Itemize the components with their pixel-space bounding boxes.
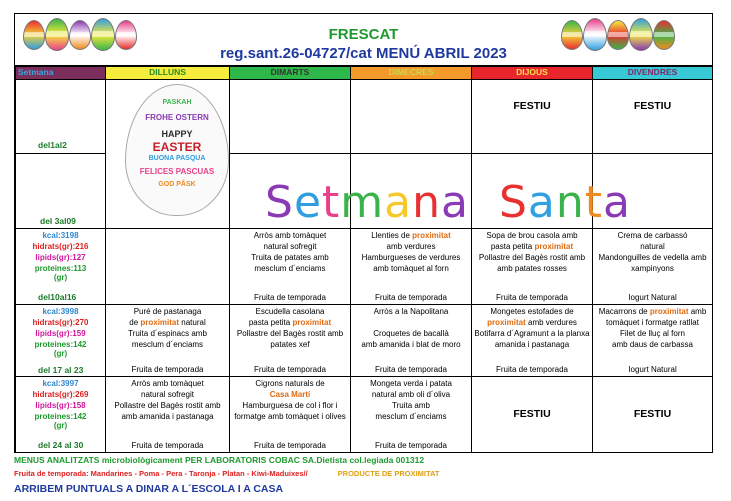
menu-cell <box>351 377 472 453</box>
menu-cell <box>593 229 713 305</box>
proteines-value: proteines:142 <box>34 340 87 349</box>
week-cell <box>16 229 106 305</box>
week-label: del 17 al 23 <box>38 365 84 375</box>
dish-line: Filet de lluç al forn <box>620 329 685 338</box>
proximitat-label: proximitat <box>534 242 574 251</box>
dessert-line: Fruita de temporada <box>131 441 204 450</box>
footer-fruit-note <box>14 469 439 478</box>
setmana-santa-banner <box>265 177 695 237</box>
menu-cell <box>593 80 713 154</box>
table-row <box>16 229 713 305</box>
dish-line: Mandonguilles de vedella amb <box>598 253 707 262</box>
dish-text: pasta petita <box>248 318 293 327</box>
dish-line: Escudella casolana <box>255 307 325 316</box>
dish-text: Llenties de <box>371 231 413 240</box>
santa-letter: S <box>498 177 528 228</box>
santa-letter <box>469 177 499 228</box>
dish-text: pasta petita <box>490 242 535 251</box>
dish-line: amb amanida i pastanaga <box>121 412 214 421</box>
dish-line: natural <box>640 242 665 251</box>
dish-line: mesclum d´enciams <box>131 340 204 349</box>
dish-line: Truita amb <box>392 401 430 410</box>
menu-frame <box>14 13 713 453</box>
dish-text: natural <box>179 318 206 327</box>
table-row <box>16 377 713 453</box>
dish-line: mesclum d´enciams <box>254 264 326 273</box>
page-title: FRESCAT <box>328 26 399 43</box>
dish-line: natural sofregit <box>141 390 194 399</box>
dessert-line: Iogurt Natural <box>628 293 677 302</box>
menu-cell <box>230 80 351 154</box>
hidrats-value: hidrats(gr):216 <box>32 242 89 251</box>
egg-word: FELICES PASCUAS <box>139 167 215 176</box>
menu-cell <box>472 305 593 377</box>
week-cell <box>16 305 106 377</box>
menu-cell <box>472 377 593 453</box>
kcal-value: kcal:3997 <box>42 379 79 388</box>
dish-line: amb verdures <box>386 242 436 251</box>
week-label: del1al2 <box>38 140 67 150</box>
easter-egg-image <box>125 84 229 216</box>
dessert-line: Fruita de temporada <box>495 365 569 374</box>
dish-spacer <box>353 317 469 328</box>
proteines-unit: (gr) <box>53 349 68 358</box>
lipids-value: lipids(gr):158 <box>35 401 86 410</box>
dish-line: amb amanida i blat de moro <box>361 340 461 349</box>
footer-slogan: ARRIBEM PUNTUALS A DINAR A L´ESCOLA I A CASA <box>14 483 284 495</box>
col-header-monday: DILLUNS <box>106 67 230 80</box>
lipids-value: lipids(gr):159 <box>35 329 86 338</box>
dish-line: amb daus de carbassa <box>612 340 693 349</box>
dish-text: de <box>129 318 141 327</box>
dish-line <box>108 317 227 328</box>
dish-line: Arròs a la Napolitana <box>373 307 449 316</box>
dish-line: patates xef <box>270 340 310 349</box>
dessert-line: Fruita de temporada <box>253 365 327 374</box>
week-label: del10al16 <box>38 292 77 302</box>
egg-word: GOD PÅSK <box>158 181 196 188</box>
menu-cell <box>351 229 472 305</box>
hidrats-value: hidrats(gr):270 <box>32 318 89 327</box>
dish-line: Hamburguesa de col i flor i <box>242 401 338 410</box>
dish-line: Mongeta verda i patata <box>370 379 452 388</box>
dish-line: Botifarra d´Agramunt a la planxa <box>474 329 590 338</box>
dish-line: Croquetes de bacallà <box>373 329 449 338</box>
menu-cell <box>351 80 472 154</box>
menu-table <box>15 66 713 453</box>
dish-line <box>595 306 710 317</box>
egg-word: HAPPY <box>161 129 193 139</box>
menu-cell <box>593 377 713 453</box>
dish-line: Crema de carbassó <box>617 231 688 240</box>
menu-cell <box>472 80 593 154</box>
week-cell <box>16 80 106 154</box>
proximitat-label: proximitat <box>140 318 180 327</box>
menu-cell <box>106 377 230 453</box>
col-header-week: Setmana <box>16 67 106 80</box>
dessert-line: Fruita de temporada <box>495 293 569 302</box>
dish-line: Pollastre del Bagès rostit amb <box>478 253 586 262</box>
santa-letter: e <box>293 177 323 228</box>
dish-line <box>474 317 590 328</box>
dish-line: Arròs amb tomàquet <box>131 379 204 388</box>
dessert-line: Fruita de temporada <box>253 293 327 302</box>
kcal-value: kcal:3198 <box>42 231 79 240</box>
dessert-line: Fruita de temporada <box>374 365 448 374</box>
proximitat-label: proximitat <box>412 231 451 240</box>
santa-letter: a <box>441 177 469 228</box>
dish-line: mesclum d´enciams <box>375 412 447 421</box>
santa-letter: a <box>384 177 413 228</box>
header <box>15 14 712 66</box>
santa-letter: a <box>527 177 556 228</box>
dish-line: Arròs amb tomàquet <box>253 231 327 240</box>
week-cell <box>16 154 106 229</box>
menu-cell <box>230 229 351 305</box>
dish-line <box>474 241 590 252</box>
col-header-tuesday: DIMARTS <box>230 67 351 80</box>
egg-word: EASTER <box>152 140 202 154</box>
dish-line: Truita d´espinacs amb <box>128 329 207 338</box>
dish-text: amb <box>688 307 707 316</box>
proximitat-label: proximitat <box>487 318 526 327</box>
hidrats-value: hidrats(gr):269 <box>32 390 89 399</box>
dish-line: Mongetes estofades de <box>490 307 574 316</box>
egg-word: PASKAH <box>162 99 192 106</box>
menu-cell <box>106 229 230 305</box>
week-label: del 24 al 30 <box>38 440 84 450</box>
dish-line: Puré de pastanaga <box>133 307 202 316</box>
col-header-friday: DIVENDRES <box>593 67 713 80</box>
dish-line: Pollastre del Bagès rostit amb <box>114 401 221 410</box>
proximitat-label: proximitat <box>649 307 689 316</box>
lipids-value: lipids(gr):127 <box>35 253 86 262</box>
festiu-label: FESTIU <box>513 408 551 420</box>
menu-cell <box>106 305 230 377</box>
proteines-unit: (gr) <box>53 273 68 282</box>
menu-cell <box>230 377 351 453</box>
dessert-line: Iogurt Natural <box>628 365 677 374</box>
table-row <box>16 80 713 154</box>
proximitat-label: proximitat <box>292 318 332 327</box>
dish-line: Cigrons naturals de <box>255 379 325 388</box>
dish-line: Pollastre del Bagès rostit amb <box>236 329 344 338</box>
santa-letter: n <box>412 177 442 228</box>
dessert-line: Fruita de temporada <box>374 441 448 450</box>
proteines-unit: (gr) <box>53 421 68 430</box>
egg-word: BUONA PASQUA <box>148 155 206 162</box>
santa-letter: m <box>340 177 385 228</box>
egg-word: FROHE OSTERN <box>145 113 209 122</box>
dish-line: Sopa de brou casola amb <box>486 231 578 240</box>
santa-letter: t <box>322 177 341 228</box>
dish-line: amb patates rosses <box>497 264 567 273</box>
week-cell <box>16 377 106 453</box>
dish-line: natural amb oli d´oliva <box>371 390 451 399</box>
col-header-thursday: DIJOUS <box>472 67 593 80</box>
table-row <box>16 305 713 377</box>
producer-label: Casa Martí <box>269 390 311 399</box>
dish-line: xampinyons <box>631 264 674 273</box>
dessert-line: Fruita de temporada <box>131 365 204 374</box>
dish-line: natural sofregit <box>263 242 317 251</box>
dish-line: formatge amb tomàquet i olives <box>234 412 346 421</box>
festiu-label: FESTIU <box>633 408 672 420</box>
menu-cell <box>230 305 351 377</box>
santa-letter: t <box>584 177 604 228</box>
santa-letter: S <box>265 177 294 228</box>
dessert-line: Fruita de temporada <box>374 293 448 302</box>
dish-line: amb tomàquet al forn <box>373 264 449 273</box>
menu-cell <box>472 229 593 305</box>
col-header-wednesday: DIMECRES <box>351 67 472 80</box>
menu-cell <box>593 305 713 377</box>
festiu-label: FESTIU <box>513 99 551 112</box>
page-subtitle: reg.sant.26-04727/cat MENÚ ABRIL 2023 <box>220 45 507 62</box>
table-header-row <box>16 67 713 80</box>
dessert-line: Fruita de temporada <box>253 441 327 450</box>
dish-line: Hamburgueses de verdures <box>361 253 461 262</box>
dish-text: amb verdures <box>525 318 577 327</box>
proximitat-legend: PRODUCTE DE PROXIMITAT <box>337 469 440 478</box>
kcal-value: kcal:3998 <box>42 307 79 316</box>
festiu-label: FESTIU <box>633 99 672 112</box>
santa-letter: a <box>603 177 631 228</box>
week-label: del 3al09 <box>40 216 76 226</box>
dish-text: Macarrons de <box>598 307 650 316</box>
dish-line: tomàquet i formatge ratllat <box>606 318 699 327</box>
dish-line: amanida i pastanaga <box>494 340 570 349</box>
fruit-list: Fruita de temporada: Mandarines - Poma - Pera - Taronja - Platan - Kiwi-Maduixes// <box>14 469 308 478</box>
footer-analysis-note: MENUS ANALITZATS microbiològicament PER LABORATORIS COBAC SA.Dietista col.legiada 001312 <box>14 455 425 465</box>
proteines-value: proteines:142 <box>34 412 87 421</box>
dish-line <box>232 317 348 328</box>
proteines-value: proteines:113 <box>34 264 87 273</box>
menu-cell <box>351 305 472 377</box>
dish-line: Truita de patates amb <box>251 253 329 262</box>
santa-letter: n <box>555 177 585 228</box>
